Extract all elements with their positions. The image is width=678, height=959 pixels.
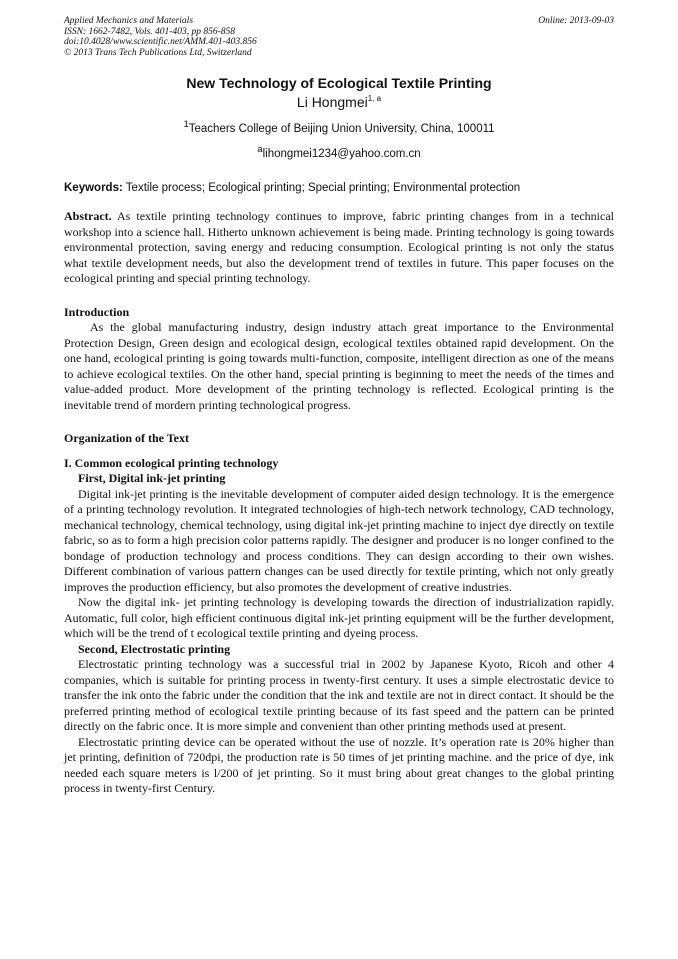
issn-line: ISSN: 1662-7482, Vols. 401-403, pp 856-858 (64, 26, 235, 37)
electrostatic-paragraph-2: Electrostatic printing device can be operated without the use of nozzle. It’s operation rate is 20% higher than jet printing, definition of 720dpi, the production rate is 50 times of jet printing machine. and the price of dye, ink needed each square meters is l/200 of jet printing. So it must bring about great changes to the global printing process in twenty-first Century. (64, 734, 614, 796)
affiliation-superscript: 1 (183, 119, 189, 131)
copyright-line: © 2013 Trans Tech Publications Ltd, Switzerland (64, 47, 252, 58)
organization-heading: Organization of the Text (64, 431, 189, 446)
keywords (64, 181, 614, 196)
section-1-heading: I. Common ecological printing technology (64, 455, 279, 470)
paper-page (64, 16, 614, 797)
abstract-label: Abstract. (64, 209, 112, 224)
author-name: Li Hongmei (296, 94, 368, 111)
keywords-text: Textile process; Ecological printing; Special printing; Environmental protection (125, 182, 521, 195)
affiliation (64, 117, 614, 137)
electrostatic-paragraph-1: Electrostatic printing technology was a successful trial in 2002 by Japanese Kyoto, Ricoh and other 4 companies, which is suitable for printing process in twenty-first century. It uses a simple electrostatic device to transfer the ink onto the fabric under the condition that the ink and textile are not in direct contact. It should be the preferred printing method of ecological textile printing because of its fast speed and the pattern can be printed directly on the fabric once. It is more simple and convenient than other printing methods used at present. (64, 657, 614, 734)
journal-name: Applied Mechanics and Materials (64, 16, 194, 26)
digital-inkjet-paragraph-2: Now the digital ink- jet printing technology is developing towards the direction of industrialization rapidly. Automatic, full color, high efficient continuous digital ink-jet printing equipment will be the further development, which will be the trend of t ecological textile printing and dyeing process. (64, 595, 614, 641)
keywords-label: Keywords: (64, 182, 123, 195)
journal-header (64, 16, 614, 58)
introduction-heading: Introduction (64, 304, 130, 319)
subsection-digital-inkjet-heading: First, Digital ink-jet printing (78, 471, 226, 486)
abstract-text: As textile printing technology continues to improve, fabric printing changes from in a technical workshop into a science hall. Hitherto unknown achievement is being made. Printing technology is going towards environmental protection, saving energy and reducing consumption. Ecological printing is not only the status what textile development needs, but also the development trend of textiles in future. This paper focuses on the ecological printing and special printing technology. (64, 209, 615, 286)
introduction-paragraph: As the global manufacturing industry, design industry attach great importance to the Environmental Protection Design, Green design and ecological design, ecological textiles obtained rapid development. On the one hand, ecological printing is going towards multi-function, composite, intelligent direction as one of the means to achieve ecological textiles. On the other hand, special printing is beginning to meet the needs of the times and value-added product. More development of the printing technology is reflected. Ecological printing is the inevitable trend of mordern printing technological progress. (64, 320, 614, 412)
affiliation-text: Teachers College of Beijing Union University, China, 100011 (188, 123, 495, 136)
paper-title: New Technology of Ecological Textile Printing (186, 75, 492, 92)
online-date: Online: 2013-09-03 (538, 16, 614, 26)
email-address: lihongmei1234@yahoo.com.cn (262, 148, 421, 161)
subsection-electrostatic-heading: Second, Electrostatic printing (78, 641, 231, 656)
email (64, 142, 614, 162)
digital-inkjet-paragraph-1: Digital ink-jet printing is the inevitable development of computer aided design technology. It is the emergence of a printing technology revolution. It integrated technologies of high-tech network technology, CAD technology, mechanical technology, chemical technology, using digital ink-jet printing machine to inject dye directly on textile fabric, so as to form a high precision color patterns rapidly. The designer and producer is no longer confined to the bondage of production technology and process conditions. They can design according to their own wishes. Different combination of various pattern changes can be used directly for textile printing, which not only greatly improves the production efficiency, but also promotes the development of creative industries. (64, 486, 614, 594)
author-line (64, 93, 614, 111)
abstract (64, 209, 614, 287)
doi-line: doi:10.4028/www.scientific.net/AMM.401-403.856 (64, 37, 257, 48)
email-superscript: a (257, 144, 263, 156)
author-superscript: 1, a (367, 94, 382, 104)
